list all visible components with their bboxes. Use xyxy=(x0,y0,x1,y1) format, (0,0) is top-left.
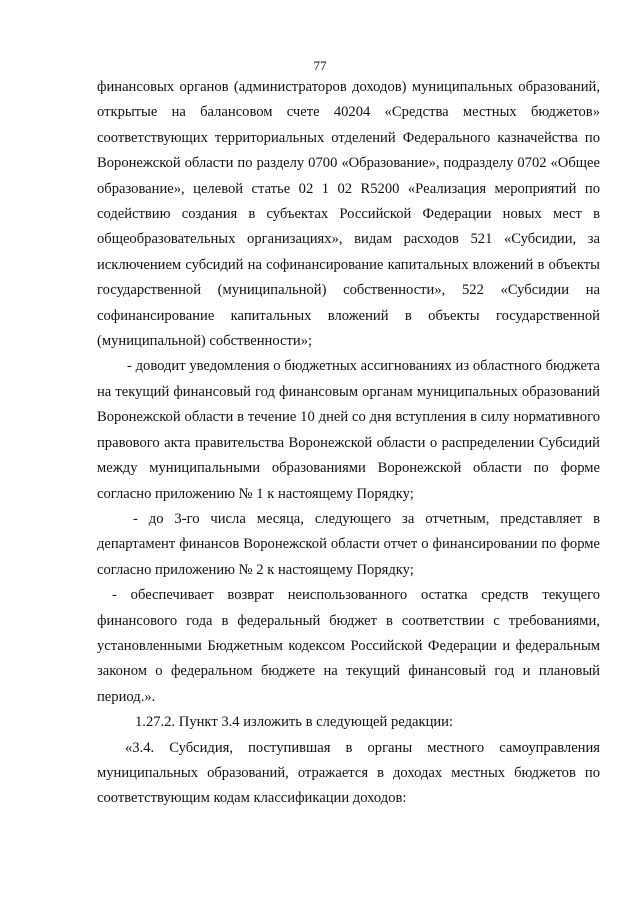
paragraph-monthly-report: - до 3-го числа месяца, следующего за отчетным, представляет в департамент финансов Воронежской области отчет о финансировании по форме согласно приложению № 2 к настоящему Порядку; xyxy=(97,510,600,578)
paragraph-return-of-funds: - обеспечивает возврат неиспользованного остатка средств текущего финансового года в федеральный бюджет в соответствии с требованиями, установленными Бюджетным кодексом Российской Федерации и федеральным законом о федеральном бюджете на текущий финансовый год и плановый период.». xyxy=(97,587,600,705)
page-number: 77 xyxy=(313,58,327,73)
document-body xyxy=(97,75,600,812)
paragraph-notifications: - доводит уведомления о бюджетных ассигнованиях из областного бюджета на текущий финансовый год финансовым органам муниципальных образований Воронежской области в течение 10 дней со дня вступления в силу нормативного правового акта правительства Воронежской области о распределении Субсидий между муниципальными образованиями Воронежской области по форме согласно приложению № 1 к настоящему Порядку; xyxy=(97,358,600,502)
paragraph-clause-amendment: 1.27.2. Пункт 3.4 изложить в следующей редакции: xyxy=(135,714,454,731)
paragraph-clause-3-4: «3.4. Субсидия, поступившая в органы местного самоуправления муниципальных образований, отражается в доходах местных бюджетов по соответствующим кодам классификации доходов: xyxy=(97,739,600,807)
paragraph-budget-accounts: финансовых органов (администраторов доходов) муниципальных образований, открытые на балансовом счете 40204 «Средства местных бюджетов» соответствующих территориальных отделений Федерального казначейства по Воронежской области по разделу 0700 «Образование», подразделу 0702 «Общее образование», целевой статье 02 1 02 R5200 «Реализация мероприятий по содействию создания в субъектах Российской Федерации новых мест в общеобразовательных организациях», видам расходов 521 «Субсидии, за исключением субсидий на софинансирование капитальных вложений в объекты государственной (муниципальной) собственности», 522 «Субсидии на софинансирование капитальных вложений в объекты государственной (муниципальной) собственности»; xyxy=(97,79,600,350)
